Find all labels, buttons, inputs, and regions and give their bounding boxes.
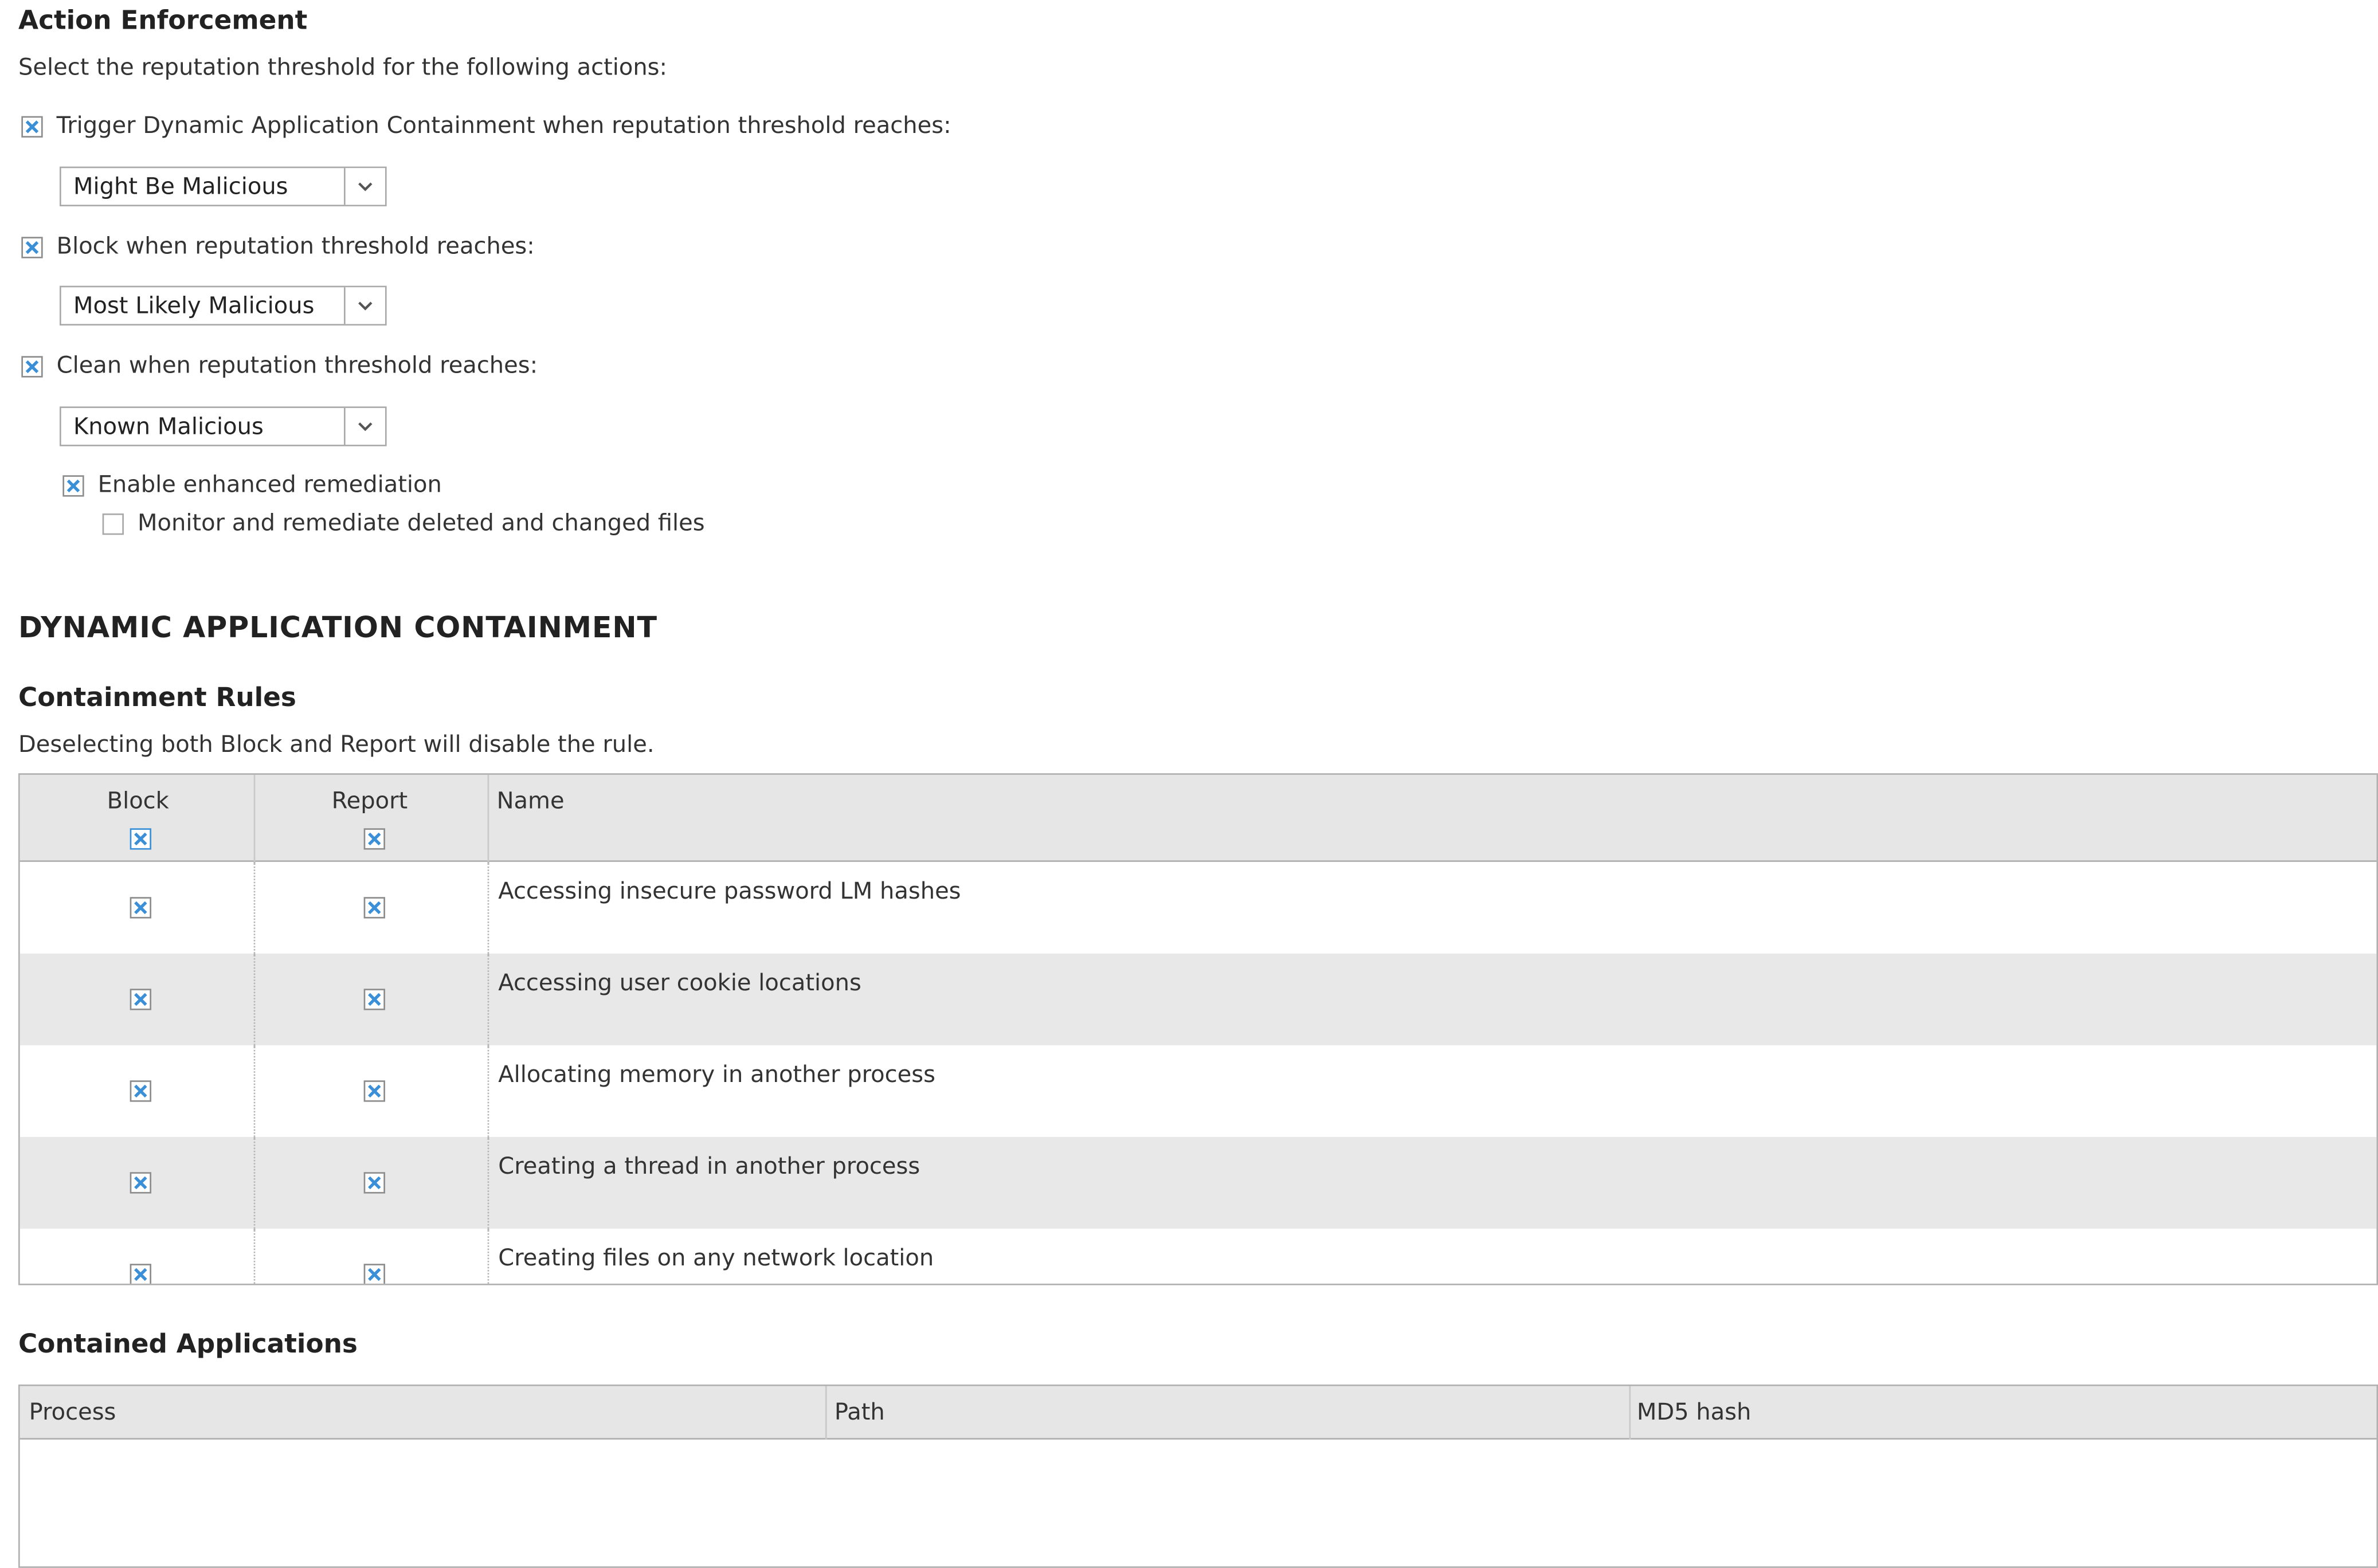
row-rule-name: Creating files on any network location	[498, 1244, 934, 1272]
row-block-checkbox[interactable]	[130, 1264, 151, 1285]
block-checkbox[interactable]	[21, 237, 42, 258]
enhanced-remediation-label: Enable enhanced remediation	[97, 471, 442, 499]
row-block-checkbox[interactable]	[130, 1080, 151, 1101]
clean-threshold-select[interactable]	[60, 406, 387, 446]
row-block-checkbox[interactable]	[130, 897, 151, 918]
action-enforcement-title: Action Enforcement	[18, 6, 308, 37]
row-report-checkbox[interactable]	[364, 1172, 385, 1193]
trigger-dac-label: Trigger Dynamic Application Containment when reputation threshold reaches:	[56, 111, 951, 139]
column-header-md5-hash: MD5 hash	[1636, 1398, 1752, 1426]
row-report-checkbox[interactable]	[364, 1264, 385, 1285]
row-report-checkbox[interactable]	[364, 897, 385, 918]
clean-checkbox[interactable]	[21, 356, 42, 377]
column-header-block: Block	[107, 787, 169, 815]
block-all-checkbox[interactable]	[130, 828, 151, 849]
chevron-down-icon[interactable]	[344, 287, 385, 324]
dac-section-title: DYNAMIC APPLICATION CONTAINMENT	[18, 611, 657, 645]
contained-applications-title: Contained Applications	[18, 1329, 358, 1361]
row-block-checkbox[interactable]	[130, 989, 151, 1010]
containment-rules-note: Deselecting both Block and Report will disable the rule.	[18, 730, 655, 758]
row-block-checkbox[interactable]	[130, 1172, 151, 1193]
block-threshold-select[interactable]	[60, 286, 387, 326]
containment-rules-header	[20, 775, 2378, 862]
row-rule-name: Accessing user cookie locations	[498, 969, 861, 997]
table-row	[20, 1229, 2378, 1285]
containment-rules-title: Containment Rules	[18, 683, 296, 714]
row-rule-name: Allocating memory in another process	[498, 1060, 935, 1088]
block-threshold-value: Most Likely Malicious	[73, 292, 315, 320]
table-row	[20, 954, 2378, 1045]
clean-threshold-value: Known Malicious	[73, 412, 264, 440]
table-row	[20, 862, 2378, 954]
table-row	[20, 1137, 2378, 1229]
contained-applications-header	[20, 1386, 2378, 1440]
contained-applications-table	[18, 1385, 2378, 1568]
trigger-dac-threshold-select[interactable]	[60, 167, 387, 206]
chevron-down-icon[interactable]	[344, 408, 385, 445]
chevron-down-icon[interactable]	[344, 168, 385, 205]
column-header-process: Process	[29, 1398, 116, 1426]
monitor-remediate-label: Monitor and remediate deleted and changed files	[137, 508, 705, 536]
column-header-path: Path	[834, 1398, 885, 1426]
report-all-checkbox[interactable]	[364, 828, 385, 849]
trigger-dac-threshold-value: Might Be Malicious	[73, 173, 288, 201]
row-report-checkbox[interactable]	[364, 989, 385, 1010]
clean-label: Clean when reputation threshold reaches:	[56, 351, 538, 379]
trigger-dac-checkbox[interactable]	[21, 116, 42, 138]
row-report-checkbox[interactable]	[364, 1080, 385, 1101]
block-label: Block when reputation threshold reaches:	[56, 232, 535, 260]
column-header-name: Name	[496, 787, 565, 815]
row-rule-name: Creating a thread in another process	[498, 1152, 920, 1180]
monitor-remediate-checkbox[interactable]	[103, 513, 124, 535]
containment-rules-table	[18, 773, 2378, 1285]
action-enforcement-subtitle: Select the reputation threshold for the following actions:	[18, 53, 668, 81]
enhanced-remediation-checkbox[interactable]	[62, 475, 84, 496]
row-rule-name: Accessing insecure password LM hashes	[498, 877, 961, 905]
column-header-report: Report	[331, 787, 408, 815]
table-row	[20, 1045, 2378, 1137]
